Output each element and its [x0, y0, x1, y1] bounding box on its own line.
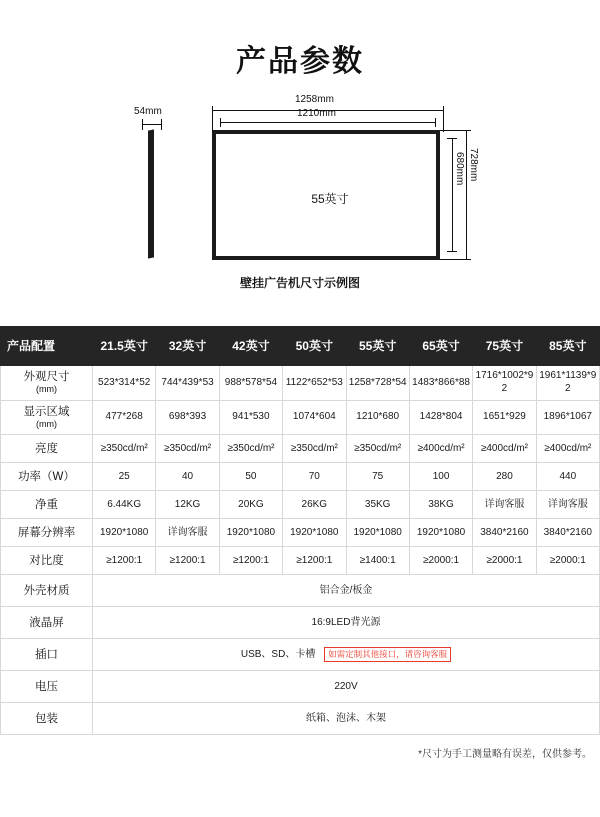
cell-value: 6.44KG: [93, 491, 156, 519]
outer-height-label: 728mm: [468, 148, 479, 182]
cell-value: ≥350cd/m²: [219, 435, 282, 463]
cell-value: 477*268: [93, 400, 156, 435]
thickness-arrow-line: [142, 124, 162, 125]
cell-value: 1896*1067: [536, 400, 599, 435]
cell-value: ≥2000:1: [473, 547, 536, 575]
cell-value: ≥350cd/m²: [156, 435, 219, 463]
left-extension-line: [212, 110, 213, 132]
row-label-lcd-panel: 液晶屏: [1, 607, 93, 639]
cell-value: 1122*652*53: [283, 366, 346, 401]
table-row: [1, 463, 600, 491]
side-view-panel: [148, 129, 154, 258]
row-label-power: 功率（W）: [1, 463, 93, 491]
table-row: [1, 435, 600, 463]
table-row: [1, 547, 600, 575]
row-label-contrast: 对比度: [1, 547, 93, 575]
col-header-32: 32英寸: [156, 327, 219, 366]
footnote: *尺寸为手工测量略有误差，仅供参考。: [418, 749, 592, 761]
thickness-dimension-label: 54mm: [134, 106, 162, 117]
cell-value: ≥2000:1: [536, 547, 599, 575]
cell-value: ≥350cd/m²: [346, 435, 409, 463]
row-label-display-area: [1, 400, 93, 435]
cell-value: 1651*929: [473, 400, 536, 435]
cell-value: 70: [283, 463, 346, 491]
spec-table-body: [1, 366, 600, 735]
table-row: [1, 671, 600, 703]
spec-table: [0, 326, 600, 735]
cell-value: 25: [93, 463, 156, 491]
cell-value: 详询客服: [473, 491, 536, 519]
page-title: 产品参数: [236, 44, 364, 79]
bottom-extension-line: [440, 259, 468, 260]
row-label-packaging: 包装: [1, 703, 93, 735]
cell-value: 280: [473, 463, 536, 491]
table-row: [1, 639, 600, 671]
row-label-text: 外观尺寸: [23, 371, 70, 383]
col-header-42: 42英寸: [219, 327, 282, 366]
ports-custom-note: 如需定制其他接口，请咨询客服: [324, 647, 451, 662]
cell-value: 3840*2160: [473, 519, 536, 547]
spec-table-header-row: [1, 327, 600, 366]
cell-value: 35KG: [346, 491, 409, 519]
inner-height-line: [452, 138, 453, 252]
cell-value: 1210*680: [346, 400, 409, 435]
cell-value-merged: 铝合金/板金: [93, 575, 600, 607]
col-header-55: 55英寸: [346, 327, 409, 366]
cell-value: ≥1200:1: [219, 547, 282, 575]
cell-value: ≥350cd/m²: [283, 435, 346, 463]
inner-width-tick-left: [220, 118, 221, 127]
col-header-config: 产品配置: [1, 327, 93, 366]
row-label-sub: (mm): [36, 419, 57, 429]
cell-value: 698*393: [156, 400, 219, 435]
inner-width-label: 1210mm: [297, 108, 336, 119]
cell-value: ≥1400:1: [346, 547, 409, 575]
cell-value: 详询客服: [536, 491, 599, 519]
cell-value: 941*530: [219, 400, 282, 435]
outer-width-label: 1258mm: [295, 94, 334, 105]
cell-value: ≥1200:1: [283, 547, 346, 575]
cell-value: 988*578*54: [219, 366, 282, 401]
table-row: [1, 491, 600, 519]
cell-value: 20KG: [219, 491, 282, 519]
cell-value: 1258*728*54: [346, 366, 409, 401]
table-row: [1, 703, 600, 735]
table-row: [1, 366, 600, 401]
inner-height-tick-bottom: [447, 251, 457, 252]
inner-width-tick-right: [435, 118, 436, 127]
col-header-85: 85英寸: [536, 327, 599, 366]
cell-value: 40: [156, 463, 219, 491]
cell-value: 1428*804: [409, 400, 472, 435]
cell-value: 3840*2160: [536, 519, 599, 547]
cell-value: ≥350cd/m²: [93, 435, 156, 463]
diagram-caption: 壁挂广告机尺寸示例图: [239, 276, 360, 290]
cell-value: ≥400cd/m²: [473, 435, 536, 463]
inner-width-line: [220, 122, 436, 123]
cell-value: 75: [346, 463, 409, 491]
row-label-ports: 插口: [1, 639, 93, 671]
col-header-65: 65英寸: [409, 327, 472, 366]
outer-height-line: [466, 130, 467, 260]
cell-value-merged: [93, 639, 600, 671]
table-row: [1, 400, 600, 435]
cell-value: ≥2000:1: [409, 547, 472, 575]
row-label-net-weight: 净重: [1, 491, 93, 519]
cell-value: ≥1200:1: [156, 547, 219, 575]
cell-value: 38KG: [409, 491, 472, 519]
cell-value: 100: [409, 463, 472, 491]
cell-value: 50: [219, 463, 282, 491]
cell-value-merged: 16:9LED背光源: [93, 607, 600, 639]
row-label-resolution: 屏幕分辨率: [1, 519, 93, 547]
cell-value: 523*314*52: [93, 366, 156, 401]
cell-value: 26KG: [283, 491, 346, 519]
cell-value: 1920*1080: [409, 519, 472, 547]
table-row: [1, 607, 600, 639]
cell-value: 1961*1139*92: [536, 366, 599, 401]
row-label-text: 显示区域: [23, 405, 70, 418]
dimension-diagram: [0, 94, 600, 302]
cell-value: 1074*604: [283, 400, 346, 435]
front-view-screen: [212, 130, 440, 260]
row-label-sub: (mm): [36, 384, 57, 395]
cell-value: 1483*866*88: [409, 366, 472, 401]
cell-value: 1920*1080: [219, 519, 282, 547]
row-label-appearance: [1, 366, 93, 401]
inner-height-tick-top: [447, 138, 457, 139]
table-row: [1, 519, 600, 547]
row-label-shell-material: 外壳材质: [1, 575, 93, 607]
col-header-75: 75英寸: [473, 327, 536, 366]
col-header-50: 50英寸: [283, 327, 346, 366]
front-view-wrap: [212, 130, 440, 260]
cell-value: 详询客服: [156, 519, 219, 547]
cell-value: 440: [536, 463, 599, 491]
cell-value-merged: 220V: [93, 671, 600, 703]
cell-value: 1716*1002*92: [473, 366, 536, 401]
cell-value: 1920*1080: [93, 519, 156, 547]
cell-value: 1920*1080: [283, 519, 346, 547]
row-label-voltage: 电压: [1, 671, 93, 703]
spec-table-head: [1, 327, 600, 366]
inner-height-label: 680mm: [454, 152, 465, 186]
screen-size-label: 55英寸: [311, 192, 349, 206]
table-row: [1, 575, 600, 607]
cell-value-merged: 纸箱、泡沫、木架: [93, 703, 600, 735]
cell-value: ≥1200:1: [93, 547, 156, 575]
row-label-brightness: 亮度: [1, 435, 93, 463]
top-extension-line: [440, 130, 468, 131]
ports-value-text: USB、SD、卡槽: [240, 649, 316, 661]
cell-value: 744*439*53: [156, 366, 219, 401]
col-header-21-5: 21.5英寸: [93, 327, 156, 366]
cell-value: 12KG: [156, 491, 219, 519]
cell-value: 1920*1080: [346, 519, 409, 547]
cell-value: ≥400cd/m²: [536, 435, 599, 463]
cell-value: ≥400cd/m²: [409, 435, 472, 463]
right-extension-line: [443, 110, 444, 132]
